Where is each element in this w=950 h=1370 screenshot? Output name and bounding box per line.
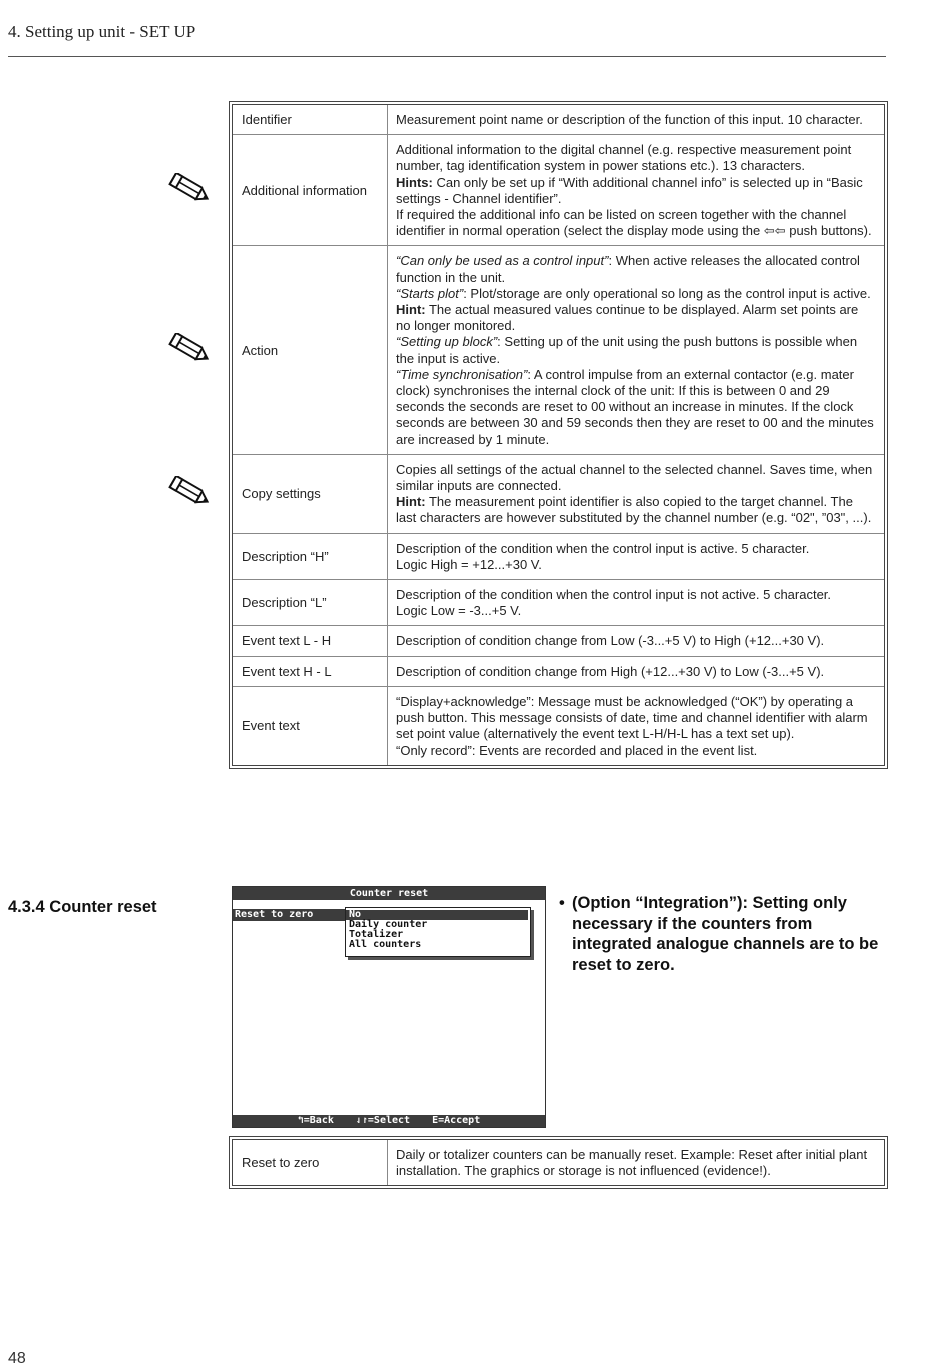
description-text: Description of the condition when the control input is not active. 5 character. [396,587,832,603]
table-row [233,455,884,534]
lcd-option: No [346,910,528,920]
table-row [233,657,884,687]
description-line [396,142,874,174]
page-header-title: 4. Setting up unit - SET UP [8,22,196,41]
description-line [396,367,874,448]
description-line [396,112,874,128]
option-name: “Starts plot” [396,285,464,301]
parameter-name: Event text H - L [233,657,388,687]
description-text: Description of the condition when the control input is active. 5 character. [396,540,810,556]
description-line [396,603,874,619]
description-text: : Setting up of the unit using the push buttons is possible when the input is active. [396,334,858,366]
parameter-description [388,135,884,246]
lcd-title: Counter reset [233,887,545,900]
lcd-option: Daily counter [349,919,428,930]
table-row [233,580,884,626]
parameter-description [388,105,884,135]
table-row [233,687,884,765]
description-text: Copies all settings of the actual channel to the selected channel. Saves time, when similar inputs are connected. [396,461,873,494]
parameter-name: Action [233,246,388,454]
description-line [396,587,874,603]
parameter-description [388,626,884,656]
description-line [396,664,874,680]
description-line [396,633,874,649]
description-text: Daily or totalizer counters can be manually reset. Example: Reset after initial plant installation. The graphics or storage is not influenced (evidence!). [396,1147,868,1179]
table-row [233,135,884,246]
description-line [396,494,874,526]
table-row [233,105,884,135]
section-heading: 4.3.4 Counter reset [8,898,157,916]
description-line [396,541,874,557]
lcd-option: Totalizer [349,929,404,940]
header-rule [8,56,886,57]
hint-label: Hints: [396,174,433,190]
table-row [233,534,884,580]
parameter-description [388,246,884,454]
description-text: “Display+acknowledge”: Message must be acknowledged (“OK”) by operating a push button. This message consists of date, time and channel identifier with alarm set point value (alternatively the event text L-H/H-L has a text set up). [396,693,868,742]
parameter-description [388,687,884,765]
pencil-icon [166,476,214,508]
description-line [396,253,874,285]
description-line [396,462,874,494]
description-text: Description of condition change from High (+12...+30 V) to Low (-3...+5 V). [396,663,825,679]
parameter-name: Description “H” [233,534,388,580]
table-row [233,246,884,454]
description-line [396,302,874,334]
description-text: The actual measured values continue to be displayed. Alarm set points are no longer monitored. [396,302,859,334]
description-line [396,557,874,573]
parameter-description [388,455,884,534]
description-text: “Only record”: Events are recorded and placed in the event list. [396,742,758,758]
option-note-text: (Option “Integration”): Setting only necessary if the counters from integrated analogue channels are to be reset to zero. [572,894,879,974]
description-line [396,207,874,239]
description-text: Measurement point name or description of the function of this input. 10 character. [396,112,863,127]
parameter-description [388,1140,884,1185]
lcd-footer [233,1115,545,1127]
description-text: Additional information to the digital channel (e.g. respective measurement point number, tag identification system in power stations etc.). 13 characters. [396,142,852,174]
lcd-footer-hint: E=Accept [432,1115,481,1126]
parameter-name: Identifier [233,105,388,135]
description-line [396,334,874,366]
parameter-name: Event text L - H [233,626,388,656]
bullet: • [559,894,565,912]
parameter-name: Additional information [233,135,388,246]
reset-table [232,1139,885,1186]
description-text: Logic High = +12...+30 V. [396,556,542,572]
option-note [559,893,879,975]
description-line [396,175,874,207]
parameter-name: Copy settings [233,455,388,534]
description-text: : Plot/storage are only operational so long as the control input is active. [463,285,871,301]
description-text: Description of condition change from Low (-3...+5 V) to High (+12...+30 V). [396,633,825,649]
lcd-option: All counters [349,939,422,950]
table-row [233,626,884,656]
description-text: Can only be set up if “With additional channel info” is selected up in “Basic settings - Channel identifier”. [396,174,863,206]
description-line [396,286,874,302]
description-text: : When active releases the allocated control function in the unit. [396,253,860,285]
description-line [396,694,874,743]
description-line [396,1147,874,1179]
hint-label: Hint: [396,494,426,510]
parameter-description [388,657,884,687]
description-line [396,743,874,759]
parameter-description [388,580,884,626]
parameter-table [232,104,885,766]
lcd-footer-hint: ↰=Back [297,1115,334,1126]
page-number: 48 [8,1350,26,1367]
lcd-option-menu [345,907,531,957]
description-text: : A control impulse from an external contactor (e.g. mater clock) synchronises the internal clock of the unit: If this is between 0 and 29 seconds the seconds are reset to 00 without an increase in minutes. If the clock seconds are between 30 and 59 seconds then they are reset to 00 and the minutes are increased by 1 minute. [396,366,874,447]
option-name: “Can only be used as a control input” [396,253,609,269]
parameter-name: Description “L” [233,580,388,626]
parameter-description [388,534,884,580]
description-text: Logic Low = -3...+5 V. [396,603,522,619]
pencil-icon [166,333,214,365]
description-text: If required the additional info can be listed on screen together with the channel identifier in normal operation (select the display mode using the ⇦⇦ push buttons). [396,207,872,239]
description-text: The measurement point identifier is also copied to the target channel. The last characters are however substituted by the channel number (e.g. “02", ”03", ...). [396,494,872,526]
pencil-icon [166,173,214,205]
parameter-name: Reset to zero [233,1140,388,1185]
hint-label: Hint: [396,302,426,318]
option-name: “Setting up block” [396,334,498,350]
lcd-field-label: Reset to zero [233,909,345,921]
parameter-name: Event text [233,687,388,765]
lcd-footer-hint: ⇃↾=Select [355,1115,411,1126]
lcd-screen [232,886,546,1128]
option-name: “Time synchronisation” [396,366,528,382]
table-row [233,1140,884,1185]
